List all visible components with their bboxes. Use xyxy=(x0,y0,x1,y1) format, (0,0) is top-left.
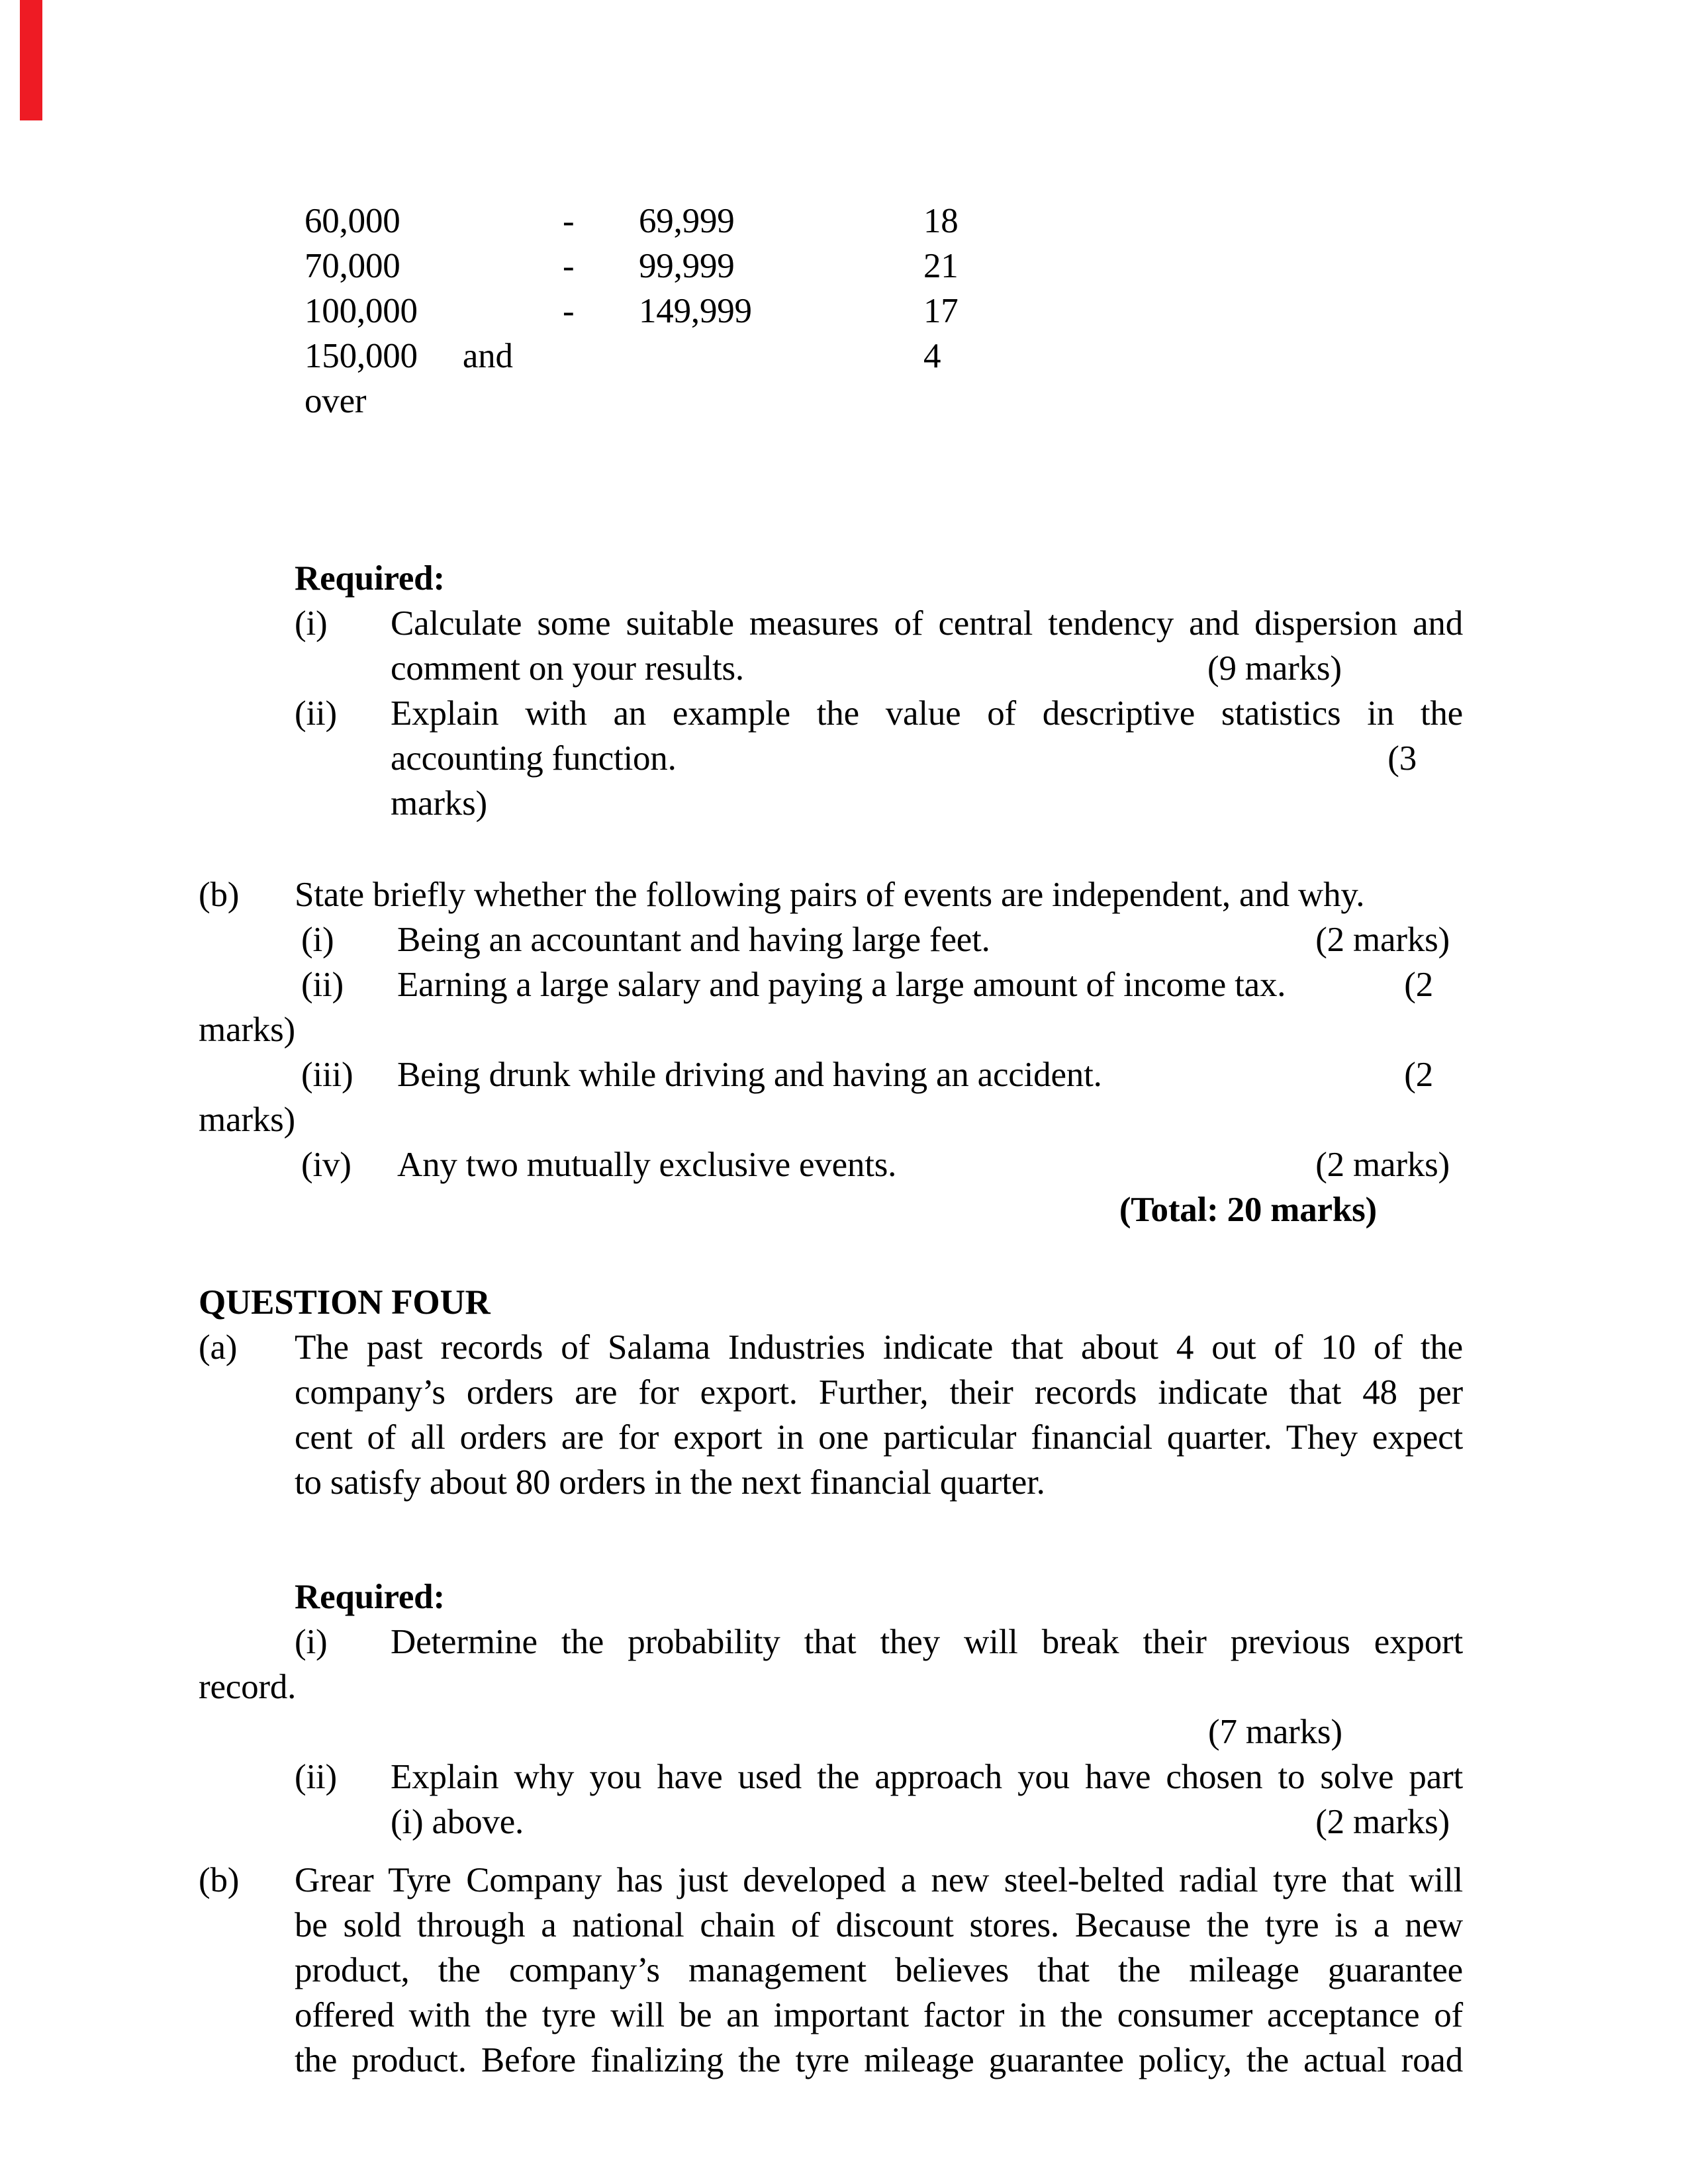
class-lower: 100,000 xyxy=(305,292,418,330)
marks: (9 marks) xyxy=(1207,649,1342,688)
item-body xyxy=(391,601,1463,691)
marks: (2 xyxy=(1404,966,1433,1004)
item-line: Explain why you have used the approach you have chosen to solve part xyxy=(391,1758,1463,1796)
section-label: (b) xyxy=(199,1861,240,1899)
paragraph-line: product, the company’s management believes that the mileage guarantee xyxy=(295,1951,1463,1989)
item-line: Determine the probability that they will break their previous export xyxy=(391,1623,1463,1661)
required-item-ii xyxy=(295,691,1463,826)
class-lower: 60,000 xyxy=(305,202,400,240)
class-lower: 70,000 xyxy=(305,247,400,285)
item-line: Calculate some suitable measures of central tendency and dispersion and xyxy=(391,604,1463,643)
table-row xyxy=(305,244,1463,289)
item-line: Any two mutually exclusive events. (2 marks) xyxy=(397,1142,1463,1187)
class-upper: 99,999 xyxy=(639,247,735,285)
item-label: (ii) xyxy=(295,694,337,733)
q4-section-b xyxy=(199,1858,1463,2083)
q4-required-ii xyxy=(295,1754,1463,1844)
marks: (2 marks) xyxy=(1315,921,1450,959)
page-content xyxy=(199,199,1463,2083)
frequency: 18 xyxy=(923,202,959,240)
table-row xyxy=(305,379,1463,424)
hanging-text: marks) xyxy=(199,1101,295,1139)
section-b xyxy=(199,872,1463,917)
required-heading: Required: xyxy=(295,1578,445,1616)
item-line: Being drunk while driving and having an accident. (2 xyxy=(397,1052,1463,1097)
hanging-text: marks) xyxy=(391,784,487,823)
item-label: (i) xyxy=(295,1623,328,1661)
item-label: (iii) xyxy=(301,1056,353,1094)
frequency-table xyxy=(305,199,1463,424)
marks: (2 xyxy=(1404,1056,1433,1094)
item-body xyxy=(391,691,1463,826)
class-upper: 69,999 xyxy=(639,202,735,240)
item-line: Explain with an example the value of descriptive statistics in the xyxy=(391,694,1463,733)
required-item-i xyxy=(295,601,1463,691)
b-item-ii xyxy=(301,962,1463,1007)
class-lower: 150,000 and xyxy=(305,337,513,375)
item-line: comment on your results. (9 marks) xyxy=(391,646,1463,691)
item-line: Being an accountant and having large feet. (2 marks) xyxy=(397,917,1463,962)
paragraph-line: Grear Tyre Company has just developed a new steel-belted radial tyre that will xyxy=(295,1861,1463,1899)
section-intro: State briefly whether the following pairs of events are independent, and why. xyxy=(295,876,1365,914)
dash: - xyxy=(563,202,575,240)
total-marks: (Total: 20 marks) xyxy=(1119,1191,1377,1229)
section-label: (a) xyxy=(199,1328,238,1367)
table-row xyxy=(305,334,1463,379)
item-label: (ii) xyxy=(295,1758,337,1796)
item-body xyxy=(391,1619,1463,1664)
question-heading: QUESTION FOUR xyxy=(199,1283,491,1322)
hanging-text: marks) xyxy=(199,1011,295,1049)
and-word: and xyxy=(462,337,513,375)
paragraph-line: company’s orders are for export. Further, their records indicate that 48 per xyxy=(295,1373,1463,1412)
q4-required-i xyxy=(295,1619,1463,1664)
paragraph-line: The past records of Salama Industries indicate that about 4 out of 10 of the xyxy=(295,1328,1463,1367)
red-ribbon xyxy=(20,0,42,120)
b-item-iii xyxy=(301,1052,1463,1097)
item-label: (i) xyxy=(301,921,334,959)
paragraph xyxy=(295,1858,1463,2083)
paragraph-line: offered with the tyre will be an important factor in the consumer acceptance of xyxy=(295,1996,1463,2034)
item-body xyxy=(391,1754,1463,1844)
required-heading: Required: xyxy=(295,559,445,598)
paragraph-line: the product. Before finalizing the tyre mileage guarantee policy, the actual road xyxy=(295,2041,1463,2079)
q4-section-a xyxy=(199,1325,1463,1505)
section-label: (b) xyxy=(199,876,240,914)
dash: - xyxy=(563,247,575,285)
paragraph-line: to satisfy about 80 orders in the next financial quarter. xyxy=(295,1463,1045,1502)
dash: - xyxy=(563,292,575,330)
item-line: (i) above. (2 marks) xyxy=(391,1799,1463,1844)
marks: (2 marks) xyxy=(1315,1146,1450,1184)
table-row xyxy=(305,289,1463,334)
paragraph-line: be sold through a national chain of discount stores. Because the tyre is a new xyxy=(295,1906,1463,1944)
frequency: 21 xyxy=(923,247,959,285)
marks: (3 xyxy=(1387,739,1417,778)
marks: (7 marks) xyxy=(1208,1713,1342,1751)
paragraph-line: cent of all orders are for export in one particular financial quarter. They expect xyxy=(295,1418,1463,1457)
item-label: (ii) xyxy=(301,966,344,1004)
class-lower-wrap: over xyxy=(305,382,367,420)
frequency: 4 xyxy=(923,337,941,375)
item-line: accounting function. (3 xyxy=(391,736,1463,781)
b-item-iv xyxy=(301,1142,1463,1187)
marks: (2 marks) xyxy=(1315,1803,1450,1841)
hanging-text: record. xyxy=(199,1668,297,1706)
b-item-i xyxy=(301,917,1463,962)
marks-line xyxy=(199,1709,1463,1754)
item-line: Earning a large salary and paying a large amount of income tax. (2 xyxy=(397,962,1463,1007)
table-row xyxy=(305,199,1463,244)
item-label: (i) xyxy=(295,604,328,643)
class-upper: 149,999 xyxy=(639,292,752,330)
frequency: 17 xyxy=(923,292,959,330)
item-label: (iv) xyxy=(301,1146,352,1184)
paragraph xyxy=(295,1325,1463,1505)
